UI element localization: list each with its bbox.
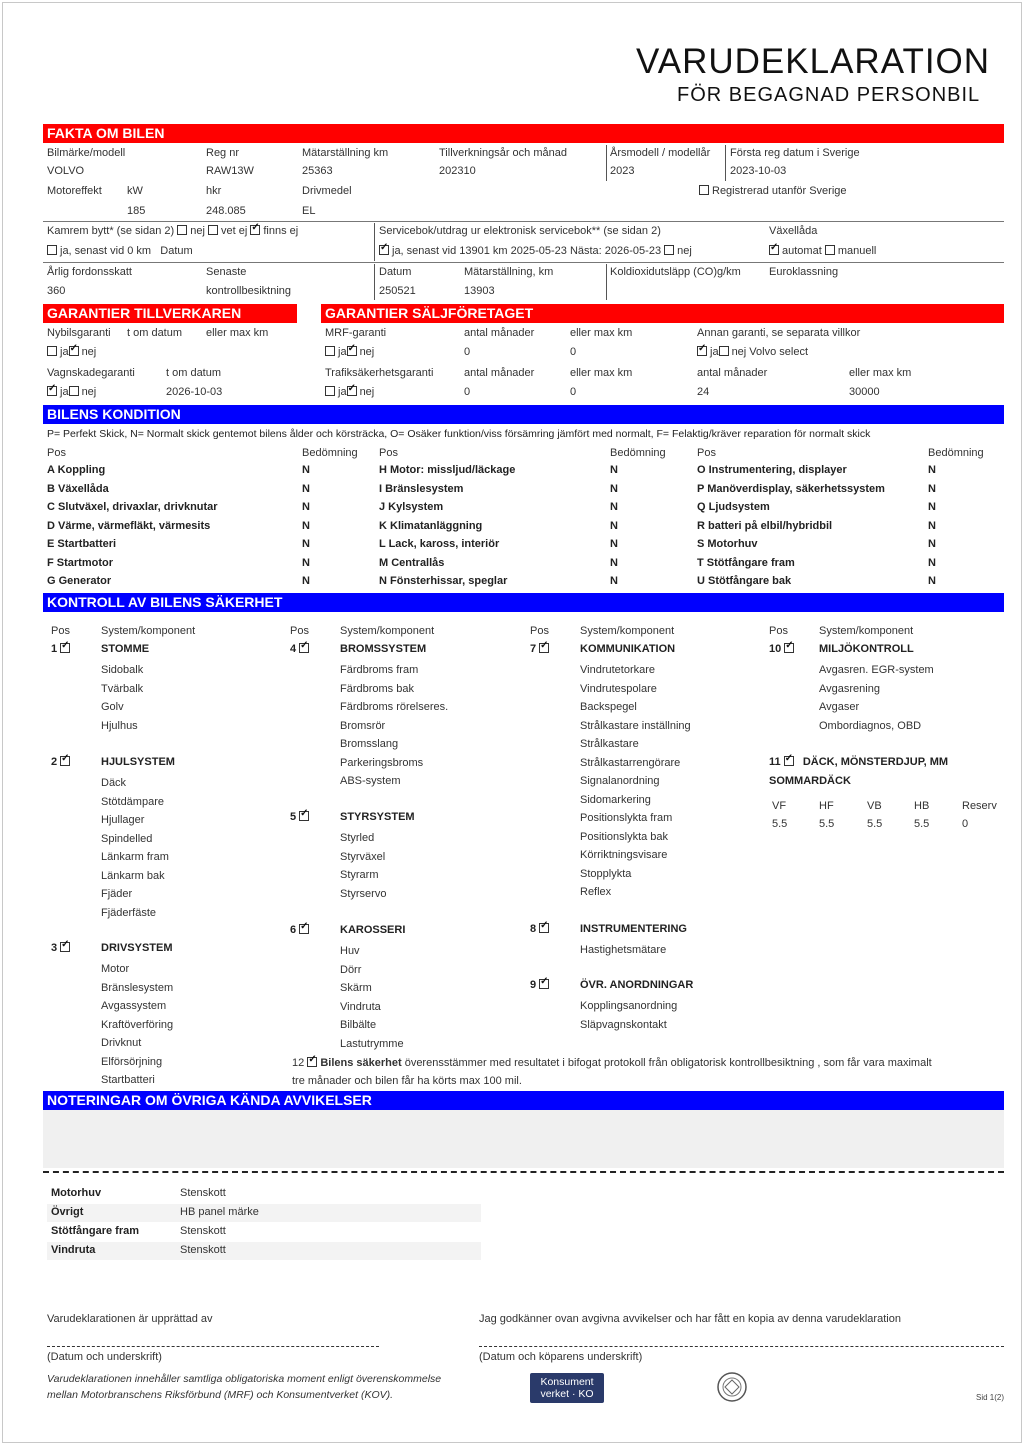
timing-belt-row: Kamrem bytt* (se sidan 2) nej vet ej ✓ finns ej — [47, 225, 298, 237]
value-odometer: 25363 — [302, 165, 333, 177]
tyre-position-label: Reserv — [962, 800, 997, 812]
note-label: Motorhuv — [51, 1187, 102, 1199]
group-number: 6 — [290, 924, 297, 936]
checkbox-vagnskada-ja[interactable] — [47, 386, 57, 396]
kondition-bedomning-2: Bedömning — [610, 447, 666, 459]
value-model: VOLVO — [47, 165, 85, 177]
label-model: Bilmärke/modell — [47, 147, 126, 159]
sakerhet-system-4: System/komponent — [819, 625, 914, 637]
condition-item-label: B Växellåda — [47, 482, 109, 495]
group-title: STOMME — [101, 643, 150, 655]
checkbox-automat[interactable] — [769, 245, 779, 255]
value-first-reg: 2023-10-03 — [730, 165, 787, 177]
group-title: ÖVR. ANORDNINGAR — [580, 979, 694, 991]
vagnskada-checkboxes: ✓ja nej — [47, 386, 96, 398]
condition-item-grade: N — [302, 556, 310, 569]
group-title: DRIVSYSTEM — [101, 942, 173, 954]
checkbox-trafik-nej[interactable] — [347, 386, 357, 396]
component-item: Färdbroms rörelseres. — [340, 701, 449, 713]
group-3-header — [51, 942, 73, 954]
tyre-position-label: VF — [772, 800, 787, 812]
condition-item-label: K Klimatanläggning — [379, 519, 483, 532]
value-annan-km: 30000 — [849, 386, 880, 398]
label-kw: kW — [127, 185, 143, 197]
group-2-header — [51, 756, 73, 768]
tyre-depth-value: 5.5 — [914, 818, 930, 830]
group-title: MILJÖKONTROLL — [819, 643, 914, 655]
group-5-header — [290, 811, 312, 823]
checkbox-icon — [699, 185, 709, 195]
label-reg: Reg nr — [206, 147, 240, 159]
component-item: Motor — [101, 963, 130, 975]
label-manufactured: Tillverkningsår och månad — [439, 147, 567, 159]
label-mrf-months: antal månader — [464, 327, 535, 339]
value-manufactured: 202310 — [439, 165, 476, 177]
condition-item-label: E Startbatteri — [47, 538, 117, 550]
label-first-reg: Första reg datum i Sverige — [730, 147, 860, 159]
condition-item-label: G Generator — [47, 575, 112, 587]
checkbox-group-9[interactable] — [539, 979, 549, 989]
component-item: Styrservo — [340, 887, 387, 900]
group-title: KAROSSERI — [340, 924, 406, 936]
component-item: Positionslykta bak — [580, 830, 669, 843]
condition-item-grade: N — [302, 519, 310, 532]
condition-item-grade: N — [302, 482, 310, 495]
label-vagnskada-tom: t om datum — [166, 367, 222, 379]
value-model-year: 2023 — [610, 165, 635, 177]
component-item: Drivknut — [101, 1037, 142, 1049]
condition-item-label: A Koppling — [47, 464, 106, 476]
checkbox-group-1[interactable] — [60, 643, 70, 653]
component-item: Fjäderfäste — [101, 906, 157, 919]
component-item: Huv — [340, 945, 360, 957]
checkbox-service-ja[interactable] — [379, 245, 389, 255]
condition-item-label: R batteri på elbil/hybridbil — [697, 519, 833, 532]
component-item: Startbatteri — [101, 1074, 155, 1086]
group-number: 10 — [769, 643, 782, 655]
value-trafik-months: 0 — [464, 386, 471, 398]
checkbox-group-12[interactable] — [307, 1057, 317, 1067]
component-item: Hjulhus — [101, 719, 138, 732]
checkbox-service-nej[interactable] — [664, 245, 674, 255]
note-label: Stötfångare fram — [51, 1225, 140, 1237]
component-item: Bromsslang — [340, 738, 399, 750]
label-mrf: MRF-garanti — [325, 327, 387, 339]
footer-upprattad: Varudeklarationen är upprättad av — [47, 1313, 213, 1325]
component-item: Bilbälte — [340, 1019, 377, 1031]
component-item: Kraftöverföring — [101, 1018, 174, 1031]
kondition-legend: P= Perfekt Skick, N= Normalt skick gentemot bilens ålder och körsträcka, O= Osäker funktion/viss försämring jämfört med normalt, F= Felaktig/kräver reparation för normalt skick — [47, 428, 871, 440]
group-number: 1 — [51, 643, 58, 655]
condition-item-grade: N — [928, 519, 936, 532]
label-annan-km: eller max km — [849, 367, 912, 379]
kondition-pos-1: Pos — [47, 447, 66, 459]
group-1-header — [51, 643, 73, 655]
component-item: Vindrutetorkare — [580, 664, 656, 676]
section-header-sakerhet: KONTROLL AV BILENS SÄKERHET — [43, 593, 1004, 612]
value-reg: RAW13W — [206, 165, 254, 177]
konsumentverket-logo: Konsument verket · KO — [530, 1373, 604, 1403]
kondition-bedomning-3: Bedömning — [928, 447, 984, 459]
condition-item-grade: N — [928, 482, 936, 495]
tyre-position-label: HF — [819, 800, 834, 812]
component-item: Styrarm — [340, 869, 379, 881]
kondition-bedomning-1: Bedömning — [302, 447, 358, 459]
component-item: Tvärbalk — [101, 682, 144, 695]
value-mrf-km: 0 — [570, 346, 577, 358]
condition-item-grade: N — [610, 538, 618, 550]
component-item: Spindelled — [101, 832, 153, 845]
component-item: Parkeringsbroms — [340, 756, 424, 769]
value-mrf-months: 0 — [464, 346, 471, 358]
component-item: Däck — [101, 777, 127, 789]
condition-item-grade: N — [928, 501, 936, 513]
component-item: ABS-system — [340, 775, 401, 787]
label-annan-months: antal månader — [697, 367, 768, 379]
tyre-depth-value: 0 — [962, 818, 969, 830]
component-item: Vindruta — [340, 1000, 381, 1013]
component-item: Avgasrening — [819, 682, 880, 695]
note-value: Stenskott — [180, 1225, 226, 1237]
checkbox-group-11[interactable] — [784, 756, 794, 766]
tyre-position-label: HB — [914, 800, 930, 812]
label-annan: Annan garanti, se separata villkor — [697, 327, 861, 339]
group-9-header — [530, 979, 552, 991]
condition-item-label: I Bränslesystem — [379, 482, 464, 495]
component-item: Styrväxel — [340, 850, 386, 863]
value-annual-tax: 360 — [47, 285, 66, 297]
component-item: Länkarm bak — [101, 869, 165, 882]
label-trafik-km: eller max km — [570, 367, 633, 379]
label-hp: hkr — [206, 185, 222, 197]
sakerhet-pos-2: Pos — [290, 625, 309, 637]
label-trafik-months: antal månader — [464, 367, 535, 379]
gearbox-row: ✓automat manuell — [769, 245, 876, 257]
label-servicebook: Servicebok/utdrag ur elektronisk servicebok** (se sidan 2) — [379, 225, 661, 237]
group-12-row: 12 ✓ Bilens säkerhet överensstämmer med resultatet i bifogat protokoll från obligatorisk kontrollbesiktning , som får vara maximalt — [292, 1057, 932, 1069]
document-subtitle: FÖR BEGAGNAD PERSONBIL — [677, 84, 981, 106]
condition-item-label: U Stötfångare bak — [697, 575, 792, 587]
label-odometer: Mätarställning km — [302, 147, 389, 159]
timing-belt-ja-row: ja, senast vid 0 km Datum — [47, 245, 193, 257]
condition-item-grade: N — [928, 538, 936, 550]
trafik-checkboxes: ja✓ nej — [325, 386, 374, 398]
component-item: Hjullager — [101, 814, 145, 826]
component-item: Reflex — [580, 886, 612, 898]
component-item: Avgassystem — [101, 1000, 167, 1012]
note-row-shade — [47, 1242, 481, 1260]
condition-item-label: T Stötfångare fram — [697, 556, 795, 569]
footer-godkanner: Jag godkänner ovan avgivna avvikelser och har fått en kopia av denna varudeklaration — [479, 1313, 901, 1325]
checkbox-mrf-nej[interactable] — [347, 346, 357, 356]
component-item: Signalanordning — [580, 775, 660, 787]
page-number: Sid 1(2) — [976, 1393, 1005, 1402]
component-item: Styrled — [340, 832, 375, 844]
label-power: Motoreffekt — [47, 185, 102, 197]
checkbox-nybil-nej[interactable] — [69, 346, 79, 356]
note-value: Stenskott — [180, 1187, 226, 1199]
condition-item-grade: N — [302, 538, 310, 550]
note-value: Stenskott — [180, 1244, 226, 1256]
note-row-shade — [47, 1204, 481, 1222]
value-insp-date: 250521 — [379, 285, 416, 297]
tyre-depth-value: 5.5 — [772, 818, 788, 830]
checkbox-manuell[interactable] — [825, 245, 835, 255]
component-item: Hastighetsmätare — [580, 944, 667, 956]
label-co2: Koldioxidutsläpp (CO)g/km — [610, 266, 741, 278]
condition-item-grade: N — [928, 556, 936, 569]
section-header-fakta: FAKTA OM BILEN — [43, 124, 1004, 143]
component-item: Färdbroms fram — [340, 664, 419, 676]
label-annual-tax: Årlig fordonsskatt — [47, 266, 132, 278]
component-item: Ombordiagnos, OBD — [819, 719, 922, 732]
sakerhet-system-3: System/komponent — [580, 625, 675, 637]
component-item: Släpvagnskontakt — [580, 1018, 667, 1031]
document-title: VARUDEKLARATION — [636, 42, 991, 81]
component-item: Dörr — [340, 963, 362, 976]
condition-item-grade: N — [610, 501, 618, 513]
checkbox-group-6[interactable] — [299, 924, 309, 934]
component-item: Körriktningsvisare — [580, 849, 668, 861]
mrf-checkboxes: ja✓ nej — [325, 346, 374, 358]
section-header-garantier-saljforetaget: GARANTIER SÄLJFÖRETAGET — [321, 304, 1004, 323]
label-mrf-km: eller max km — [570, 327, 633, 339]
note-label: Vindruta — [51, 1244, 96, 1256]
label-latest-inspection-2: kontrollbesiktning — [206, 285, 291, 297]
sakerhet-system-2: System/komponent — [340, 625, 435, 637]
group-6-header — [290, 924, 312, 936]
checkbox-group-10[interactable] — [784, 643, 794, 653]
nybil-checkboxes: ja✓ nej — [47, 346, 96, 358]
group-number: 4 — [290, 643, 297, 655]
registered-abroad-checkbox[interactable]: Registrerad utanför Sverige — [699, 185, 847, 197]
checkbox-trafik-ja[interactable] — [325, 386, 335, 396]
checkbox-group-7[interactable] — [539, 643, 549, 653]
condition-item-grade: N — [610, 556, 618, 569]
group-number: 3 — [51, 942, 58, 954]
section-header-kondition: BILENS KONDITION — [43, 405, 1004, 424]
mrf-seal-icon — [714, 1371, 750, 1403]
label-model-year: Årsmodell / modellår — [610, 147, 711, 159]
condition-item-label: D Värme, värmefläkt, värmesits — [47, 519, 211, 532]
checkbox-annan-ja[interactable] — [697, 346, 707, 356]
group-title: KOMMUNIKATION — [580, 643, 676, 655]
component-item: Stopplykta — [580, 867, 632, 880]
condition-item-label: J Kylsystem — [379, 501, 444, 513]
notes-text-area[interactable] — [43, 1110, 1004, 1168]
checkbox-mrf-ja[interactable] — [325, 346, 335, 356]
label-insp-odo: Mätarställning, km — [464, 266, 554, 278]
label-gearbox: Växellåda — [769, 225, 818, 237]
component-item: Backspegel — [580, 701, 637, 713]
checkbox-annan-nej[interactable] — [719, 346, 729, 356]
checkbox-nybil-ja[interactable] — [47, 346, 57, 356]
checkbox-finns-ej[interactable] — [250, 225, 260, 235]
group-8-header — [530, 923, 552, 935]
component-item: Golv — [101, 701, 124, 713]
condition-item-grade: N — [610, 464, 618, 476]
group-11-sub: SOMMARDÄCK — [769, 775, 851, 787]
condition-item-grade: N — [610, 482, 618, 495]
label-nybil: Nybilsgaranti — [47, 327, 111, 339]
group-number: 9 — [530, 979, 537, 991]
condition-item-label: N Fönsterhissar, speglar — [379, 575, 508, 587]
kondition-pos-3: Pos — [697, 447, 716, 459]
footer-datum-sign: (Datum och underskrift) — [47, 1351, 162, 1363]
condition-item-label: O Instrumentering, displayer — [697, 464, 847, 476]
condition-item-label: P Manöverdisplay, säkerhetssystem — [697, 482, 885, 495]
checkbox-group-5[interactable] — [299, 811, 309, 821]
group-4-header — [290, 643, 312, 655]
footer-disclaimer-2: mellan Motorbranschens Riksförbund (MRF) och Konsumentverket (KOV). — [47, 1389, 394, 1401]
component-item: Kopplingsanordning — [580, 1000, 678, 1012]
component-item: Sidomarkering — [580, 793, 651, 806]
component-item: Lastutrymme — [340, 1037, 404, 1050]
sakerhet-system-1: System/komponent — [101, 625, 196, 637]
condition-item-label: F Startmotor — [47, 556, 113, 569]
condition-item-label: Q Ljudsystem — [697, 501, 770, 513]
checkbox-group-4[interactable] — [299, 643, 309, 653]
tyre-position-label: VB — [867, 800, 882, 812]
group-number: 7 — [530, 643, 537, 655]
servicebook-row: ✓ja, senast vid 13901 km 2025-05-23 Nästa: 2026-05-23 nej — [379, 245, 692, 257]
value-trafik-km: 0 — [570, 386, 577, 398]
sakerhet-pos-3: Pos — [530, 625, 549, 637]
component-item: Positionslykta fram — [580, 812, 673, 824]
group-12-text-2: tre månader och bilen får ha körts max 100 mil. — [292, 1075, 522, 1087]
condition-item-grade: N — [610, 575, 618, 587]
group-number: 2 — [51, 756, 58, 768]
label-fuel: Drivmedel — [302, 185, 352, 197]
value-annan-months: 24 — [697, 386, 710, 398]
condition-item-grade: N — [928, 575, 936, 587]
group-11-row: 11 ✓ DÄCK, MÖNSTERDJUP, MM — [769, 756, 948, 768]
condition-item-grade: N — [928, 464, 936, 476]
sakerhet-pos-4: Pos — [769, 625, 788, 637]
component-item: Strålkastare inställning — [580, 719, 691, 732]
value-hp: 248.085 — [206, 205, 246, 217]
group-number: 5 — [290, 811, 297, 823]
section-header-noteringar: NOTERINGAR OM ÖVRIGA KÄNDA AVVIKELSER — [43, 1091, 1004, 1110]
footer-datum-kopare: (Datum och köparens underskrift) — [479, 1351, 643, 1363]
condition-item-grade: N — [302, 501, 310, 513]
section-header-garantier-tillverkaren: GARANTIER TILLVERKAREN — [43, 304, 297, 323]
condition-item-label: M Centrallås — [379, 556, 445, 569]
condition-item-label: L Lack, kaross, interiör — [379, 538, 500, 550]
signature-line-seller[interactable] — [47, 1346, 379, 1347]
group-7-header — [530, 643, 552, 655]
kondition-pos-2: Pos — [379, 447, 398, 459]
component-item: Strålkastarrengörare — [580, 756, 681, 769]
value-insp-odo: 13903 — [464, 285, 495, 297]
component-item: Elförsörjning — [101, 1055, 163, 1068]
component-item: Avgasren. EGR-system — [819, 664, 934, 676]
group-title: STYRSYSTEM — [340, 811, 415, 823]
signature-line-buyer[interactable] — [479, 1346, 1004, 1347]
note-value: HB panel märke — [180, 1206, 259, 1218]
component-item: Vindrutespolare — [580, 682, 657, 695]
sakerhet-pos-1: Pos — [51, 625, 70, 637]
checkbox-nej[interactable] — [177, 225, 187, 235]
component-item: Fjäder — [101, 888, 133, 900]
label-euro: Euroklassning — [769, 266, 839, 278]
component-item: Avgaser — [819, 701, 860, 713]
condition-item-grade: N — [302, 575, 310, 587]
tyre-depth-value: 5.5 — [819, 818, 835, 830]
label-insp-date: Datum — [379, 266, 412, 278]
component-item: Bränslesystem — [101, 981, 174, 994]
annan-checkboxes: ✓ ja nej Volvo select — [697, 346, 808, 358]
footer-disclaimer-1: Varudeklarationen innehåller samtliga obligatoriska moment enligt överenskommelse — [47, 1373, 442, 1385]
value-fuel: EL — [302, 205, 316, 217]
checkbox-group-2[interactable] — [60, 756, 70, 766]
value-vagnskada-date: 2026-10-03 — [166, 386, 223, 398]
checkbox-ja-senast[interactable] — [47, 245, 57, 255]
checkbox-vagnskada-nej[interactable] — [69, 386, 79, 396]
group-title: BROMSSYSTEM — [340, 643, 427, 655]
checkbox-group-8[interactable] — [539, 923, 549, 933]
condition-item-label: S Motorhuv — [697, 538, 758, 550]
component-item: Länkarm fram — [101, 851, 169, 863]
condition-item-grade: N — [302, 464, 310, 476]
label-tom-datum: t om datum — [127, 327, 183, 339]
component-item: Strålkastare — [580, 738, 639, 750]
value-kw: 185 — [127, 205, 146, 217]
label-latest-inspection: Senaste — [206, 266, 247, 278]
checkbox-group-3[interactable] — [60, 942, 70, 952]
label-trafik: Trafiksäkerhetsgaranti — [325, 367, 434, 379]
condition-item-label: C Slutväxel, drivaxlar, drivknutar — [47, 501, 218, 513]
component-item: Bromsrör — [340, 719, 386, 732]
component-item: Skärm — [340, 982, 372, 994]
group-title: HJULSYSTEM — [101, 756, 175, 768]
tyre-depth-value: 5.5 — [867, 818, 883, 830]
condition-item-label: H Motor: missljud/läckage — [379, 464, 516, 476]
note-label: Övrigt — [51, 1206, 84, 1218]
condition-item-grade: N — [610, 519, 618, 532]
group-number: 8 — [530, 923, 537, 935]
checkbox-vet-ej[interactable] — [208, 225, 218, 235]
label-vagnskada: Vagnskadegaranti — [47, 367, 135, 379]
component-item: Sidobalk — [101, 664, 144, 676]
label-eller-max-km: eller max km — [206, 327, 269, 339]
component-item: Stötdämpare — [101, 795, 164, 808]
group-10-header — [769, 643, 797, 655]
component-item: Färdbroms bak — [340, 682, 414, 695]
group-title: INSTRUMENTERING — [580, 923, 687, 935]
